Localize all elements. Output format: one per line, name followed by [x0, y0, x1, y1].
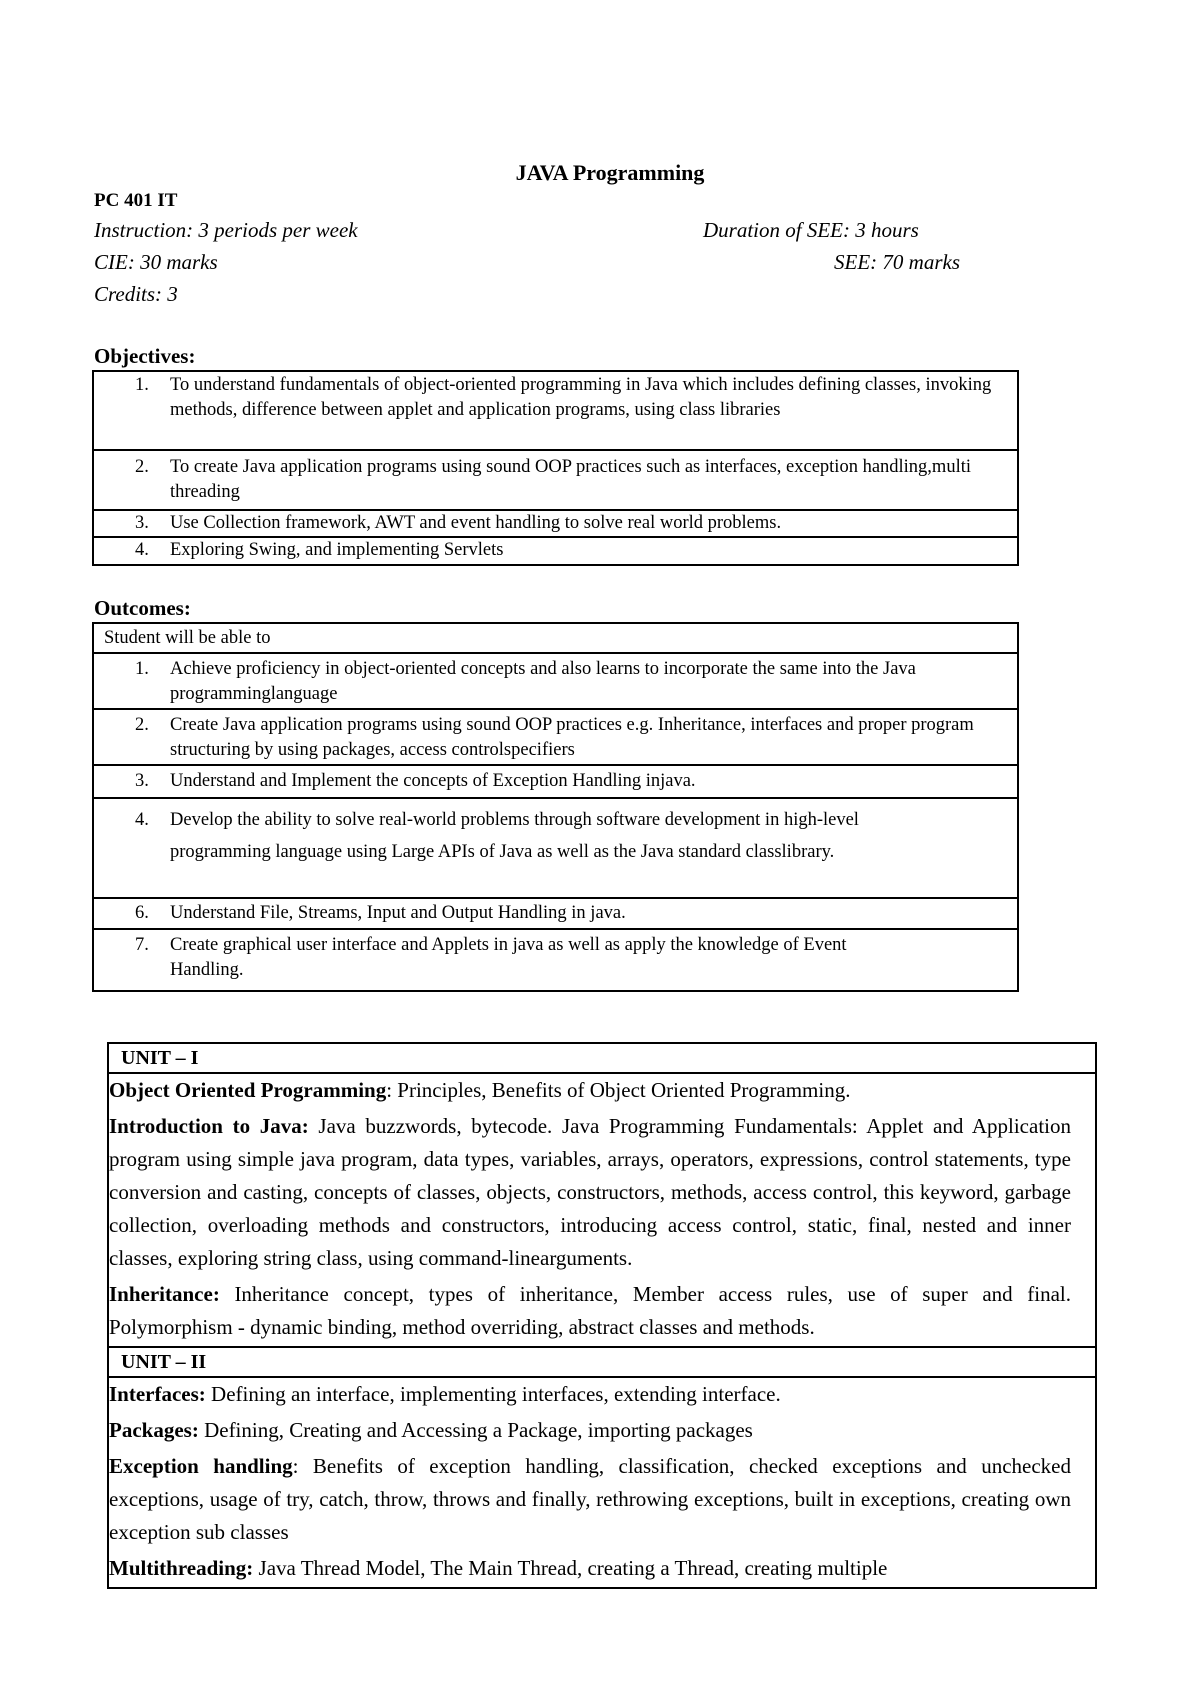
unit-1-header: UNIT – I — [109, 1044, 1095, 1074]
unit-1-body — [109, 1074, 1095, 1348]
outcome-row — [94, 930, 1017, 990]
objectives-heading: Objectives: — [94, 344, 196, 368]
unit-1-topic: Object Oriented Programming: Principles, Benefits of Object Oriented Programming. — [109, 1078, 851, 1102]
outcome-row — [94, 654, 1017, 710]
unit-2-topic: Packages: Defining, Creating and Accessing a Package, importing packages — [109, 1418, 753, 1442]
outcome-row — [94, 799, 1017, 899]
outcome-row — [94, 766, 1017, 799]
objective-item: 1. To understand fundamentals of object-oriented programming in Java which includes defining classes, invoking methods, difference between applet and application programs, using class libraries — [135, 375, 992, 420]
outcomes-heading: Outcomes: — [94, 596, 191, 620]
objectives-table — [92, 370, 1019, 566]
outcomes-table — [92, 622, 1019, 992]
unit-2-topic: Interfaces: Defining an interface, implementing interfaces, extending interface. — [109, 1382, 781, 1406]
objective-item: 2. To create Java application programs using sound OOP practices such as interfaces, exception handling,multi threading — [135, 457, 971, 502]
course-code: PC 401 IT — [94, 190, 178, 211]
objective-row — [94, 511, 1017, 538]
credits-info: Credits: 3 — [94, 282, 178, 306]
outcome-item: 3. Understand and Implement the concepts of Exception Handling injava. — [135, 771, 696, 791]
instruction-info: Instruction: 3 periods per week — [94, 218, 358, 242]
unit-2-header: UNIT – II — [109, 1348, 1095, 1378]
unit-2-topic: Exception handling: Benefits of exception handling, classification, checked exceptions and unchecked exceptions, usage of try, catch, throw, throws and finally, rethrowing exceptions, built in exceptions, creating own exception sub classes — [109, 1454, 1071, 1544]
see-info: SEE: 70 marks — [834, 250, 960, 274]
objective-item: 4. Exploring Swing, and implementing Servlets — [135, 540, 504, 560]
outcomes-intro: Student will be able to — [94, 624, 1017, 654]
objective-row — [94, 538, 1017, 564]
unit-1-topic: Introduction to Java: Java buzzwords, bytecode. Java Programming Fundamentals: Applet and Application program using simple java program, data types, variables, arrays, operators, expressions, control statements, type conversion and casting, concepts of classes, objects, constructors, methods, access control, this keyword, garbage collection, overloading methods and constructors, introducing access control, static, final, nested and inner classes, exploring string class, using command-linearguments. — [109, 1114, 1071, 1270]
page-title: JAVA Programming — [515, 160, 705, 185]
outcome-item: 1. Achieve proficiency in object-oriented concepts and also learns to incorporate the same into the Java programminglanguage — [135, 659, 916, 704]
objective-row — [94, 451, 1017, 511]
outcome-item: 2. Create Java application programs using sound OOP practices e.g. Inheritance, interfaces and proper program structuring by using packages, access controlspecifiers — [135, 715, 974, 760]
duration-info: Duration of SEE: 3 hours — [703, 218, 919, 242]
outcome-item: 4. Develop the ability to solve real-world problems through software development in high-level programming language using Large APIs of Java as well as the Java standard classlibrary. — [135, 810, 859, 862]
objective-item: 3. Use Collection framework, AWT and event handling to solve real world problems. — [135, 513, 782, 533]
syllabus-units-table — [107, 1042, 1097, 1589]
outcome-row — [94, 710, 1017, 766]
outcome-item: 6. Understand File, Streams, Input and Output Handling in java. — [135, 903, 626, 923]
unit-2-topic: Multithreading: Java Thread Model, The Main Thread, creating a Thread, creating multiple — [109, 1556, 888, 1580]
cie-info: CIE: 30 marks — [94, 250, 218, 274]
outcome-item: 7. Create graphical user interface and Applets in java as well as apply the knowledge of Event Handling. — [135, 935, 847, 980]
objective-row — [94, 372, 1017, 451]
outcome-row — [94, 899, 1017, 930]
unit-1-topic: Inheritance: Inheritance concept, types of inheritance, Member access rules, use of super and final. Polymorphism - dynamic binding, method overriding, abstract classes and methods. — [109, 1282, 1071, 1339]
unit-2-body — [109, 1378, 1095, 1587]
